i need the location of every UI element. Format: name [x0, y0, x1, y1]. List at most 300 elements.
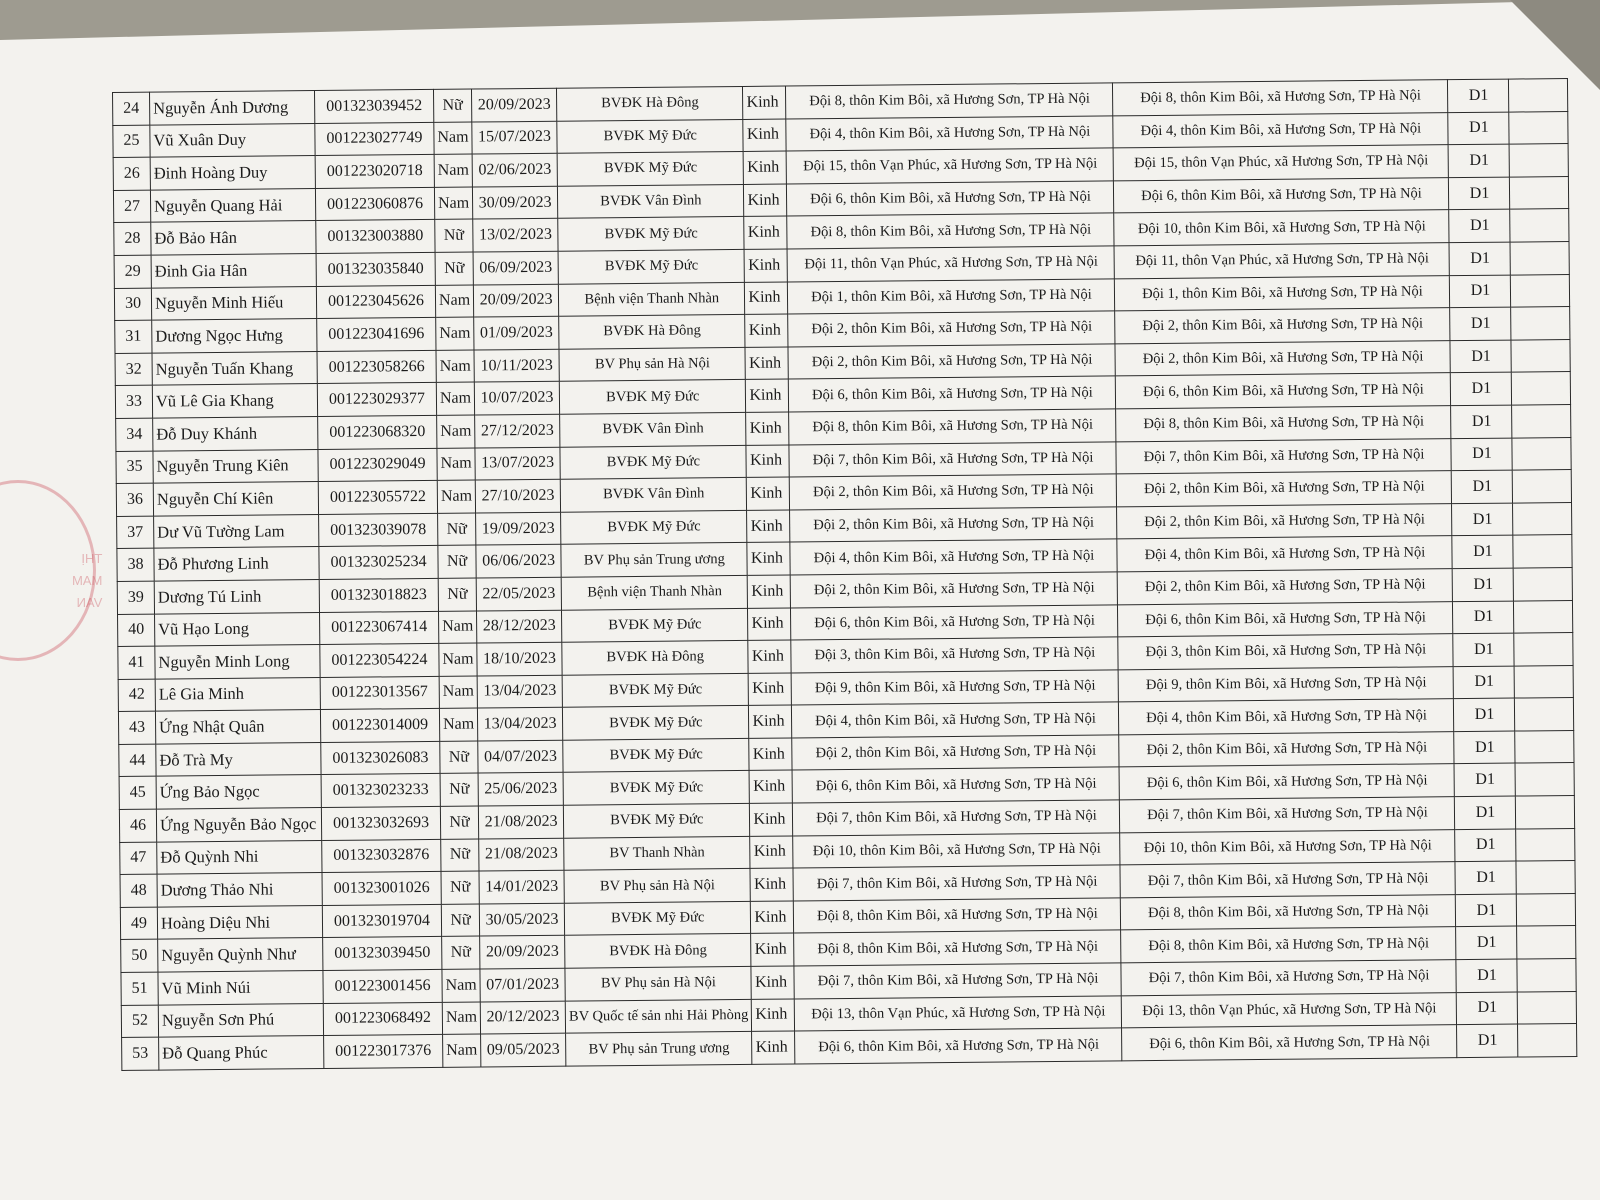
date-of-birth-cell: 20/09/2023 — [473, 284, 558, 317]
date-of-birth-cell: 06/09/2023 — [473, 251, 558, 284]
empty-cell — [1515, 698, 1574, 731]
registration-type-cell: D1 — [1454, 666, 1515, 699]
empty-cell — [1515, 665, 1574, 698]
birth-place-cell: BVĐK Hà Đông — [559, 315, 746, 349]
personal-id-cell: 001223001456 — [323, 969, 442, 1003]
date-of-birth-cell: 27/12/2023 — [475, 414, 560, 447]
personal-id-cell: 001223020718 — [315, 155, 434, 189]
birth-place-cell: BVĐK Mỹ Đức — [558, 217, 745, 251]
current-address-cell: Đội 10, thôn Kim Bôi, xã Hương Sơn, TP Hà Nội — [1120, 829, 1455, 865]
personal-id-cell: 001223068492 — [323, 1002, 442, 1036]
permanent-address-cell: Đội 6, thôn Kim Bôi, xã Hương Sơn, TP Hà Nội — [791, 604, 1118, 640]
sex-cell: Nam — [437, 448, 475, 481]
sex-cell: Nữ — [441, 904, 479, 937]
current-address-cell: Đội 8, thôn Kim Bôi, xã Hương Sơn, TP Hà Nội — [1121, 927, 1456, 963]
registration-type-cell: D1 — [1456, 926, 1517, 959]
registration-type-cell: D1 — [1456, 959, 1517, 992]
child-name-cell: Dương Thảo Nhi — [157, 873, 322, 907]
birth-place-cell: BVĐK Vân Đình — [558, 184, 745, 218]
date-of-birth-cell: 09/05/2023 — [481, 1033, 566, 1066]
sex-cell: Nữ — [435, 219, 473, 252]
permanent-address-cell: Đội 8, thôn Kim Bôi, xã Hương Sơn, TP Hà Nội — [786, 83, 1113, 119]
ethnicity-cell: Kinh — [752, 1031, 795, 1064]
empty-cell — [1514, 600, 1573, 633]
permanent-address-cell: Đội 10, thôn Kim Bôi, xã Hương Sơn, TP Hà Nội — [793, 833, 1120, 869]
registration-type-cell: D1 — [1450, 275, 1511, 308]
current-address-cell: Đội 8, thôn Kim Bôi, xã Hương Sơn, TP Hà Nội — [1121, 894, 1456, 930]
current-address-cell: Đội 6, thôn Kim Bôi, xã Hương Sơn, TP Hà Nội — [1114, 177, 1449, 213]
empty-cell — [1510, 209, 1569, 242]
registration-type-cell: D1 — [1454, 731, 1515, 764]
birth-place-cell: BV Phụ sản Trung ương — [566, 1032, 753, 1066]
permanent-address-cell: Đội 7, thôn Kim Bôi, xã Hương Sơn, TP Hà Nội — [794, 963, 1121, 999]
permanent-address-cell: Đội 2, thôn Kim Bôi, xã Hương Sơn, TP Hà Nội — [788, 344, 1115, 380]
permanent-address-cell: Đội 8, thôn Kim Bôi, xã Hương Sơn, TP Hà Nội — [787, 213, 1114, 249]
sex-cell: Nam — [436, 382, 474, 415]
stamp-line: VAN — [76, 595, 103, 610]
registration-type-cell: D1 — [1451, 438, 1512, 471]
row-number-cell: 25 — [113, 125, 150, 158]
ethnicity-cell: Kinh — [747, 510, 790, 543]
row-number-cell: 32 — [115, 353, 152, 386]
ethnicity-cell: Kinh — [746, 445, 789, 478]
permanent-address-cell: Đội 2, thôn Kim Bôi, xã Hương Sơn, TP Hà Nội — [790, 474, 1117, 510]
child-name-cell: Nguyễn Chí Kiên — [153, 482, 318, 516]
date-of-birth-cell: 04/07/2023 — [478, 740, 563, 773]
sex-cell: Nam — [434, 154, 472, 187]
stamp-lettering — [72, 548, 102, 614]
current-address-cell: Đội 13, thôn Vạn Phúc, xã Hương Sơn, TP Hà Nội — [1122, 992, 1457, 1028]
row-number-cell: 36 — [116, 483, 153, 516]
empty-cell — [1513, 502, 1572, 535]
empty-cell — [1516, 796, 1575, 829]
row-number-cell: 34 — [116, 418, 153, 451]
sex-cell: Nữ — [435, 252, 473, 285]
empty-cell — [1512, 404, 1571, 437]
sex-cell: Nữ — [442, 936, 480, 969]
current-address-cell: Đội 6, thôn Kim Bôi, xã Hương Sơn, TP Hà Nội — [1120, 764, 1455, 800]
sex-cell: Nữ — [438, 578, 476, 611]
registration-type-cell: D1 — [1456, 894, 1517, 927]
empty-cell — [1518, 991, 1577, 1024]
ethnicity-cell: Kinh — [745, 347, 788, 380]
permanent-address-cell: Đội 13, thôn Vạn Phúc, xã Hương Sơn, TP Hà Nội — [795, 995, 1122, 1031]
registration-type-cell: D1 — [1450, 307, 1511, 340]
permanent-address-cell: Đội 15, thôn Vạn Phúc, xã Hương Sơn, TP Hà Nội — [787, 148, 1114, 184]
birth-place-cell: BVĐK Mỹ Đức — [564, 901, 751, 935]
date-of-birth-cell: 30/09/2023 — [473, 186, 558, 219]
current-address-cell: Đội 2, thôn Kim Bôi, xã Hương Sơn, TP Hà Nội — [1115, 340, 1450, 376]
empty-cell — [1511, 339, 1570, 372]
permanent-address-cell: Đội 6, thôn Kim Bôi, xã Hương Sơn, TP Hà Nội — [795, 1028, 1122, 1064]
personal-id-cell: 001223068320 — [318, 415, 437, 449]
registration-type-cell: D1 — [1453, 568, 1514, 601]
empty-cell — [1514, 567, 1573, 600]
roster-sheet — [112, 78, 1578, 1071]
registration-type-cell: D1 — [1453, 601, 1514, 634]
ethnicity-cell: Kinh — [746, 412, 789, 445]
sex-cell: Nam — [436, 350, 474, 383]
empty-cell — [1510, 241, 1569, 274]
birth-place-cell: BVĐK Hà Đông — [565, 934, 752, 968]
date-of-birth-cell: 01/09/2023 — [474, 316, 559, 349]
current-address-cell: Đội 2, thôn Kim Bôi, xã Hương Sơn, TP Hà Nội — [1117, 471, 1452, 507]
sex-cell: Nam — [437, 480, 475, 513]
permanent-address-cell: Đội 6, thôn Kim Bôi, xã Hương Sơn, TP Hà Nội — [793, 767, 1120, 803]
row-number-cell: 35 — [116, 451, 153, 484]
birth-place-cell: BVĐK Vân Đình — [560, 478, 747, 512]
registration-type-cell: D1 — [1455, 796, 1516, 829]
sex-cell: Nam — [437, 415, 475, 448]
personal-id-cell: 001323018823 — [319, 578, 438, 612]
registration-type-cell: D1 — [1451, 405, 1512, 438]
sex-cell: Nữ — [440, 773, 478, 806]
permanent-address-cell: Đội 4, thôn Kim Bôi, xã Hương Sơn, TP Hà Nội — [786, 115, 1113, 151]
sex-cell: Nữ — [441, 839, 479, 872]
date-of-birth-cell: 10/07/2023 — [474, 382, 559, 415]
child-name-cell: Vũ Lê Gia Khang — [152, 384, 317, 418]
permanent-address-cell: Đội 9, thôn Kim Bôi, xã Hương Sơn, TP Hà Nội — [792, 670, 1119, 706]
sex-cell: Nam — [442, 969, 480, 1002]
row-number-cell: 49 — [120, 907, 157, 940]
sex-cell: Nữ — [433, 89, 471, 122]
child-name-cell: Nguyễn Sơn Phú — [158, 1003, 323, 1037]
date-of-birth-cell: 28/12/2023 — [477, 610, 562, 643]
date-of-birth-cell: 02/06/2023 — [472, 153, 557, 186]
child-name-cell: Dương Tú Linh — [154, 579, 319, 613]
row-number-cell: 47 — [120, 842, 157, 875]
current-address-cell: Đội 2, thôn Kim Bôi, xã Hương Sơn, TP Hà Nội — [1115, 308, 1450, 344]
child-name-cell: Vũ Xuân Duy — [150, 123, 315, 157]
ethnicity-cell: Kinh — [745, 249, 788, 282]
row-number-cell: 27 — [113, 190, 150, 223]
registration-type-cell: D1 — [1454, 764, 1515, 797]
current-address-cell: Đội 7, thôn Kim Bôi, xã Hương Sơn, TP Hà Nội — [1120, 797, 1455, 833]
personal-id-cell: 001223067414 — [320, 611, 439, 645]
current-address-cell: Đội 8, thôn Kim Bôi, xã Hương Sơn, TP Hà Nội — [1113, 80, 1448, 116]
child-name-cell: Vũ Minh Núi — [158, 971, 323, 1005]
sex-cell: Nam — [439, 676, 477, 709]
row-number-cell: 45 — [119, 777, 156, 810]
ethnicity-cell: Kinh — [744, 151, 787, 184]
ethnicity-cell: Kinh — [749, 705, 792, 738]
permanent-address-cell: Đội 1, thôn Kim Bôi, xã Hương Sơn, TP Hà Nội — [788, 278, 1115, 314]
permanent-address-cell: Đội 7, thôn Kim Bôi, xã Hương Sơn, TP Hà Nội — [793, 865, 1120, 901]
date-of-birth-cell: 13/07/2023 — [475, 447, 560, 480]
birth-place-cell: BVĐK Mỹ Đức — [559, 380, 746, 414]
personal-id-cell: 001223055722 — [318, 481, 437, 515]
sex-cell: Nam — [438, 611, 476, 644]
registration-type-cell: D1 — [1452, 503, 1513, 536]
sex-cell: Nam — [439, 643, 477, 676]
date-of-birth-cell: 19/09/2023 — [476, 512, 561, 545]
row-number-cell: 52 — [121, 1005, 158, 1038]
personal-id-cell: 001323003880 — [316, 220, 435, 254]
permanent-address-cell: Đội 6, thôn Kim Bôi, xã Hương Sơn, TP Hà Nội — [787, 181, 1114, 217]
empty-cell — [1517, 893, 1576, 926]
permanent-address-cell: Đội 7, thôn Kim Bôi, xã Hương Sơn, TP Hà Nội — [789, 441, 1116, 477]
registration-type-cell: D1 — [1455, 829, 1516, 862]
child-name-cell: Ứng Nguyễn Bảo Ngọc — [156, 808, 321, 842]
birth-place-cell: BVĐK Mỹ Đức — [563, 803, 750, 837]
row-number-cell: 38 — [117, 548, 154, 581]
current-address-cell: Đội 2, thôn Kim Bôi, xã Hương Sơn, TP Hà Nội — [1117, 503, 1452, 539]
sex-cell: Nữ — [441, 871, 479, 904]
birth-place-cell: BVĐK Mỹ Đức — [562, 608, 749, 642]
row-number-cell: 42 — [118, 679, 155, 712]
child-name-cell: Nguyễn Minh Long — [155, 645, 320, 679]
sex-cell: Nam — [443, 1034, 481, 1067]
birth-place-cell: BVĐK Mỹ Đức — [563, 706, 750, 740]
child-name-cell: Nguyễn Trung Kiên — [153, 449, 318, 483]
personal-id-cell: 001323039450 — [323, 937, 442, 971]
child-name-cell: Vũ Hạo Long — [155, 612, 320, 646]
current-address-cell: Đội 2, thôn Kim Bôi, xã Hương Sơn, TP Hà Nội — [1119, 732, 1454, 768]
ethnicity-cell: Kinh — [748, 640, 791, 673]
ethnicity-cell: Kinh — [749, 738, 792, 771]
row-number-cell: 41 — [118, 646, 155, 679]
sex-cell: Nam — [442, 1002, 480, 1035]
birth-place-cell: BVĐK Mỹ Đức — [562, 673, 749, 707]
permanent-address-cell: Đội 8, thôn Kim Bôi, xã Hương Sơn, TP Hà Nội — [789, 409, 1116, 445]
personal-id-cell: 001323039078 — [319, 513, 438, 547]
permanent-address-cell: Đội 4, thôn Kim Bôi, xã Hương Sơn, TP Hà Nội — [790, 539, 1117, 575]
permanent-address-cell: Đội 4, thôn Kim Bôi, xã Hương Sơn, TP Hà Nội — [792, 702, 1119, 738]
current-address-cell: Đội 15, thôn Vạn Phúc, xã Hương Sơn, TP Hà Nội — [1114, 145, 1449, 181]
sex-cell: Nam — [434, 122, 472, 155]
child-name-cell: Đỗ Quỳnh Nhi — [157, 840, 322, 874]
ethnicity-cell: Kinh — [752, 999, 795, 1032]
row-number-cell: 48 — [120, 874, 157, 907]
current-address-cell: Đội 6, thôn Kim Bôi, xã Hương Sơn, TP Hà Nội — [1118, 601, 1453, 637]
personal-id-cell: 001223045626 — [316, 285, 435, 319]
row-number-cell: 46 — [119, 809, 156, 842]
sex-cell: Nam — [436, 317, 474, 350]
current-address-cell: Đội 7, thôn Kim Bôi, xã Hương Sơn, TP Hà Nội — [1120, 862, 1455, 898]
child-name-cell: Đỗ Bảo Hân — [151, 221, 316, 255]
child-name-cell: Ứng Bảo Ngọc — [156, 775, 321, 809]
registration-type-cell: D1 — [1451, 372, 1512, 405]
birth-place-cell: BV Phụ sản Trung ương — [561, 543, 748, 577]
current-address-cell: Đội 9, thôn Kim Bôi, xã Hương Sơn, TP Hà Nội — [1119, 666, 1454, 702]
personal-id-cell: 001323039452 — [314, 89, 433, 123]
personal-id-cell: 001223054224 — [320, 643, 439, 677]
row-number-cell: 33 — [115, 385, 152, 418]
birth-place-cell: BV Thanh Nhàn — [564, 836, 751, 870]
personal-id-cell: 001223029049 — [318, 448, 437, 482]
ethnicity-cell: Kinh — [750, 803, 793, 836]
permanent-address-cell: Đội 7, thôn Kim Bôi, xã Hương Sơn, TP Hà Nội — [793, 800, 1120, 836]
empty-cell — [1509, 111, 1568, 144]
personal-id-cell: 001323032693 — [321, 806, 440, 840]
birth-place-cell: BVĐK Hà Đông — [562, 641, 749, 675]
birth-place-cell: BVĐK Mỹ Đức — [561, 510, 748, 544]
sex-cell: Nam — [439, 708, 477, 741]
birth-place-cell: BV Phụ sản Hà Nội — [565, 966, 752, 1000]
current-address-cell: Đội 2, thôn Kim Bôi, xã Hương Sơn, TP Hà Nội — [1118, 569, 1453, 605]
row-number-cell: 28 — [114, 223, 151, 256]
registration-type-cell: D1 — [1450, 340, 1511, 373]
ethnicity-cell: Kinh — [750, 836, 793, 869]
current-address-cell: Đội 4, thôn Kim Bôi, xã Hương Sơn, TP Hà Nội — [1119, 699, 1454, 735]
child-name-cell: Đỗ Duy Khánh — [153, 416, 318, 450]
ethnicity-cell: Kinh — [743, 119, 786, 152]
permanent-address-cell: Đội 2, thôn Kim Bôi, xã Hương Sơn, TP Hà Nội — [788, 311, 1115, 347]
current-address-cell: Đội 7, thôn Kim Bôi, xã Hương Sơn, TP Hà Nội — [1116, 438, 1451, 474]
birth-place-cell: BV Phụ sản Hà Nội — [564, 869, 751, 903]
row-number-cell: 53 — [122, 1037, 159, 1070]
permanent-address-cell: Đội 3, thôn Kim Bôi, xã Hương Sơn, TP Hà Nội — [791, 637, 1118, 673]
child-name-cell: Nguyễn Tuấn Khang — [152, 351, 317, 385]
birth-place-cell: BVĐK Mỹ Đức — [563, 771, 750, 805]
row-number-cell: 39 — [117, 581, 154, 614]
date-of-birth-cell: 20/09/2023 — [480, 936, 565, 969]
date-of-birth-cell: 18/10/2023 — [477, 642, 562, 675]
empty-cell — [1513, 470, 1572, 503]
child-name-cell: Đỗ Phương Linh — [154, 547, 319, 581]
empty-cell — [1511, 274, 1570, 307]
personal-id-cell: 001223027749 — [315, 122, 434, 156]
child-name-cell: Đỗ Quang Phúc — [159, 1036, 324, 1070]
sex-cell: Nữ — [438, 513, 476, 546]
birth-place-cell: Bệnh viện Thanh Nhàn — [558, 282, 745, 316]
birth-place-cell: BVĐK Vân Đình — [560, 412, 747, 446]
empty-cell — [1512, 372, 1571, 405]
personal-id-cell: 001223041696 — [317, 318, 436, 352]
personal-id-cell: 001223014009 — [320, 709, 439, 743]
current-address-cell: Đội 4, thôn Kim Bôi, xã Hương Sơn, TP Hà Nội — [1113, 112, 1448, 148]
row-number-cell: 44 — [119, 744, 156, 777]
registration-type-cell: D1 — [1453, 633, 1514, 666]
row-number-cell: 30 — [114, 288, 151, 321]
row-number-cell: 40 — [118, 614, 155, 647]
ethnicity-cell: Kinh — [748, 608, 791, 641]
date-of-birth-cell: 14/01/2023 — [479, 870, 564, 903]
personal-id-cell: 001323019704 — [322, 904, 441, 938]
child-name-cell: Đinh Gia Hân — [151, 254, 316, 288]
ethnicity-cell: Kinh — [745, 314, 788, 347]
child-name-cell: Lê Gia Minh — [155, 677, 320, 711]
date-of-birth-cell: 13/04/2023 — [478, 707, 563, 740]
date-of-birth-cell: 20/09/2023 — [472, 88, 557, 121]
current-address-cell: Đội 1, thôn Kim Bôi, xã Hương Sơn, TP Hà Nội — [1115, 275, 1450, 311]
sex-cell: Nữ — [438, 545, 476, 578]
empty-cell — [1513, 535, 1572, 568]
date-of-birth-cell: 15/07/2023 — [472, 121, 557, 154]
current-address-cell: Đội 10, thôn Kim Bôi, xã Hương Sơn, TP Hà Nội — [1114, 210, 1449, 246]
personal-id-cell: 001323025234 — [319, 546, 438, 580]
registration-type-cell: D1 — [1455, 861, 1516, 894]
personal-id-cell: 001223013567 — [320, 676, 439, 710]
ethnicity-cell: Kinh — [751, 901, 794, 934]
current-address-cell: Đội 11, thôn Vạn Phúc, xã Hương Sơn, TP Hà Nội — [1115, 243, 1450, 279]
current-address-cell: Đội 6, thôn Kim Bôi, xã Hương Sơn, TP Hà Nội — [1116, 373, 1451, 409]
birth-place-cell: BV Quốc tế sản nhi Hải Phòng — [565, 999, 752, 1033]
ethnicity-cell: Kinh — [747, 542, 790, 575]
current-address-cell: Đội 4, thôn Kim Bôi, xã Hương Sơn, TP Hà Nội — [1117, 536, 1452, 572]
empty-cell — [1515, 763, 1574, 796]
date-of-birth-cell: 25/06/2023 — [478, 773, 563, 806]
registration-type-cell: D1 — [1457, 992, 1518, 1025]
child-name-cell: Nguyễn Quang Hải — [150, 188, 315, 222]
personal-id-cell: 001323023233 — [321, 774, 440, 808]
birth-place-cell: BVĐK Mỹ Đức — [560, 445, 747, 479]
empty-cell — [1511, 307, 1570, 340]
permanent-address-cell: Đội 2, thôn Kim Bôi, xã Hương Sơn, TP Hà Nội — [792, 735, 1119, 771]
ethnicity-cell: Kinh — [751, 933, 794, 966]
sex-cell: Nam — [434, 187, 472, 220]
permanent-address-cell: Đội 8, thôn Kim Bôi, xã Hương Sơn, TP Hà Nội — [794, 930, 1121, 966]
current-address-cell: Đội 8, thôn Kim Bôi, xã Hương Sơn, TP Hà Nội — [1116, 406, 1451, 442]
row-number-cell: 43 — [118, 711, 155, 744]
child-name-cell: Nguyễn Ánh Dương — [150, 91, 315, 125]
ethnicity-cell: Kinh — [750, 770, 793, 803]
empty-cell — [1517, 926, 1576, 959]
empty-cell — [1517, 959, 1576, 992]
registration-type-cell: D1 — [1457, 1024, 1518, 1057]
current-address-cell: Đội 6, thôn Kim Bôi, xã Hương Sơn, TP Hà Nội — [1122, 1025, 1457, 1061]
empty-cell — [1510, 176, 1569, 209]
empty-cell — [1516, 828, 1575, 861]
child-name-cell: Đinh Hoàng Duy — [150, 156, 315, 190]
personal-id-cell: 001323001026 — [322, 872, 441, 906]
registration-type-cell: D1 — [1449, 209, 1510, 242]
ethnicity-cell: Kinh — [743, 86, 786, 119]
ethnicity-cell: Kinh — [745, 282, 788, 315]
birth-place-cell: BVĐK Mỹ Đức — [563, 738, 750, 772]
empty-cell — [1514, 633, 1573, 666]
empty-cell — [1518, 1024, 1577, 1057]
birth-place-cell: BVĐK Hà Đông — [557, 86, 744, 120]
sex-cell: Nữ — [440, 806, 478, 839]
birth-place-cell: Bệnh viện Thanh Nhàn — [561, 575, 748, 609]
birth-place-cell: BVĐK Mỹ Đức — [557, 152, 744, 186]
row-number-cell: 51 — [121, 972, 158, 1005]
birth-registration-table — [112, 78, 1578, 1071]
current-address-cell: Đội 3, thôn Kim Bôi, xã Hương Sơn, TP Hà Nội — [1118, 634, 1453, 670]
registration-type-cell: D1 — [1449, 144, 1510, 177]
stamp-line: MAM — [72, 573, 103, 588]
empty-cell — [1512, 437, 1571, 470]
ethnicity-cell: Kinh — [744, 184, 787, 217]
date-of-birth-cell: 27/10/2023 — [475, 479, 560, 512]
date-of-birth-cell: 30/05/2023 — [479, 903, 564, 936]
child-name-cell: Nguyễn Minh Hiếu — [151, 286, 316, 320]
ethnicity-cell: Kinh — [747, 477, 790, 510]
registration-type-cell: D1 — [1449, 242, 1510, 275]
child-name-cell: Hoàng Diệu Nhi — [157, 905, 322, 939]
personal-id-cell: 001323026083 — [321, 741, 440, 775]
child-name-cell: Nguyễn Quỳnh Như — [158, 938, 323, 972]
date-of-birth-cell: 07/01/2023 — [480, 968, 565, 1001]
date-of-birth-cell: 21/08/2023 — [479, 838, 564, 871]
child-name-cell: Đỗ Trà My — [156, 742, 321, 776]
date-of-birth-cell: 06/06/2023 — [476, 545, 561, 578]
sex-cell: Nữ — [440, 741, 478, 774]
row-number-cell: 26 — [113, 157, 150, 190]
date-of-birth-cell: 13/02/2023 — [473, 219, 558, 252]
permanent-address-cell: Đội 2, thôn Kim Bôi, xã Hương Sơn, TP Hà Nội — [790, 507, 1117, 543]
ethnicity-cell: Kinh — [750, 868, 793, 901]
personal-id-cell: 001223029377 — [317, 383, 436, 417]
registration-type-cell: D1 — [1449, 177, 1510, 210]
permanent-address-cell: Đội 6, thôn Kim Bôi, xã Hương Sơn, TP Hà Nội — [789, 376, 1116, 412]
empty-cell — [1509, 79, 1568, 112]
registration-type-cell: D1 — [1452, 535, 1513, 568]
permanent-address-cell: Đội 11, thôn Vạn Phúc, xã Hương Sơn, TP Hà Nội — [788, 246, 1115, 282]
date-of-birth-cell: 13/04/2023 — [477, 675, 562, 708]
empty-cell — [1510, 144, 1569, 177]
